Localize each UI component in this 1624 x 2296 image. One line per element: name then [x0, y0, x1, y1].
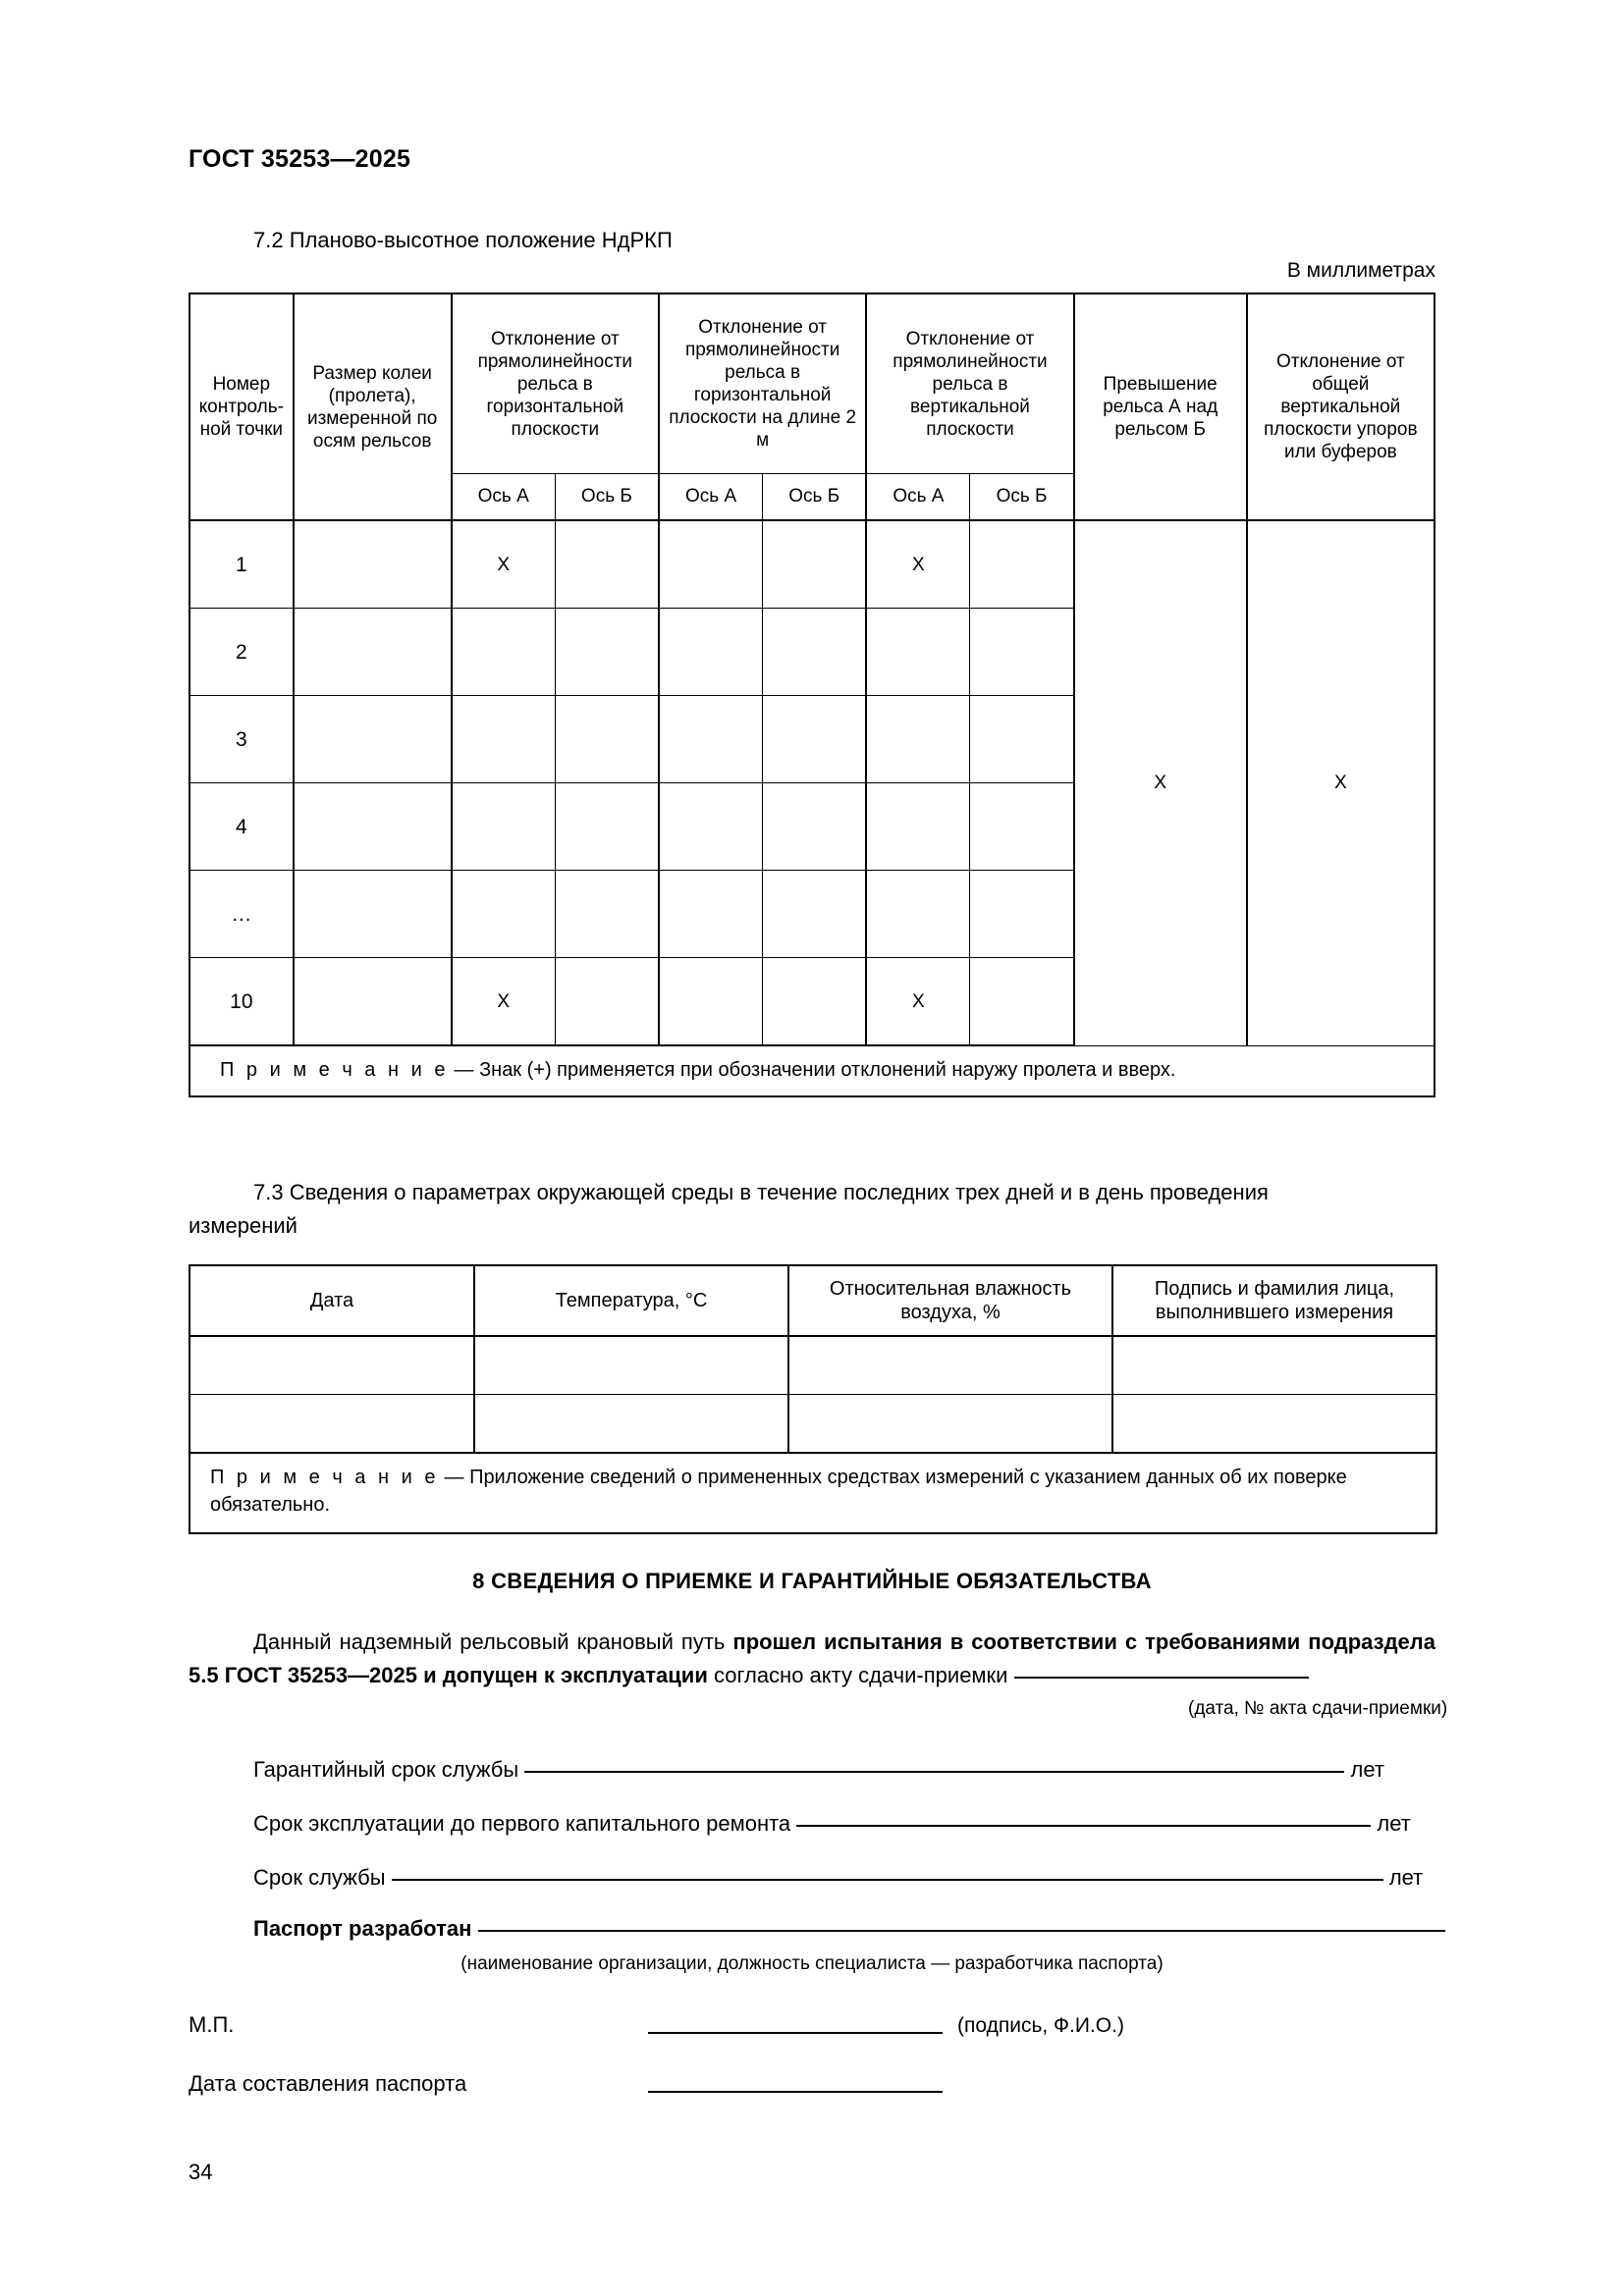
section-7-3-heading: [189, 1176, 1426, 1243]
field-blank-line[interactable]: [524, 1771, 1344, 1773]
measurement-table: [189, 293, 1435, 1097]
cell-signature: [1112, 1336, 1436, 1395]
col-signature: Подпись и фамилия лица, выполнившего измерения: [1112, 1265, 1436, 1336]
cell-point-number: 3: [189, 696, 294, 783]
acceptance-text: [189, 1626, 1435, 1692]
col-point-number: Номер контрольной точки: [189, 294, 294, 520]
passport-date-blank-line[interactable]: [648, 2091, 943, 2093]
cell-dev-h2m-b: [763, 520, 867, 609]
subcol-axis-b-2: Ось Б: [763, 474, 867, 521]
table-note: [189, 1045, 1435, 1096]
note-dash: —: [444, 1467, 464, 1488]
act-caption: (дата, № акта сдачи-приемки): [1188, 1698, 1448, 1719]
cell-point-number: …: [189, 871, 294, 958]
cell-dev-h2m-a: [659, 520, 763, 609]
field-blank-line[interactable]: [796, 1825, 1371, 1827]
stamp-place-label: М.П.: [189, 2012, 235, 2037]
cell-dev-h-a: X: [452, 520, 556, 609]
field-guarantee-term: [253, 1757, 1384, 1783]
col-dev-stops: Отклонение от общей вертикальной плоскости упоров или буферов: [1247, 294, 1435, 520]
units-label: В миллиметрах: [1286, 259, 1435, 282]
cell-dev-h2m-a: [659, 958, 763, 1046]
cell-date: [189, 1336, 474, 1395]
cell-dev-h-a: [452, 871, 556, 958]
table-header-row: [189, 1265, 1436, 1336]
cell-dev-h-a: [452, 783, 556, 871]
cell-humidity: [788, 1336, 1112, 1395]
acceptance-paragraph: [189, 1626, 1435, 1692]
cell-dev-h-a: [452, 696, 556, 783]
cell-dev-v-a: [866, 783, 970, 871]
col-gauge: Размер колеи (пролета), измеренной по осям рельсов: [294, 294, 452, 520]
cell-dev-h2m-b: [763, 609, 867, 696]
cell-dev-v-b: [970, 783, 1074, 871]
acceptance-bold: прошел испытания в соответствии с требованиями подраздела 5.5 ГОСТ 35253—2025 и допущен к эксплуатации: [189, 1629, 1435, 1687]
cell-dev-h2m-b: [763, 958, 867, 1046]
field-overhaul-term: [253, 1811, 1411, 1837]
cell-dev-v-b: [970, 958, 1074, 1046]
cell-excess: X: [1074, 520, 1247, 1045]
table-row: [189, 1336, 1436, 1395]
cell-dev-v-a: X: [866, 958, 970, 1046]
subcol-axis-a-1: Ось А: [452, 474, 556, 521]
table-note: [189, 1453, 1436, 1533]
cell-temperature: [474, 1336, 788, 1395]
col-dev-horizontal-2m: Отклонение от прямолинейности рельса в горизонтальной плоскости на длине 2 м: [659, 294, 866, 474]
passport-date-label: Дата составления паспорта: [189, 2071, 467, 2096]
col-excess: Превышение рельса А над рельсом Б: [1074, 294, 1247, 520]
field-label: Срок службы: [253, 1865, 386, 1890]
field-service-life: [253, 1865, 1423, 1891]
cell-dev-h-a: X: [452, 958, 556, 1046]
cell-dev-v-a: [866, 871, 970, 958]
col-date: Дата: [189, 1265, 474, 1336]
note-text: Знак (+) применяется при обозначении отклонений наружу пролета и вверх.: [479, 1059, 1176, 1081]
field-label: Гарантийный срок службы: [253, 1757, 519, 1782]
cell-dev-h-b: [555, 696, 659, 783]
cell-dev-h2m-a: [659, 609, 763, 696]
cell-dev-h2m-b: [763, 783, 867, 871]
cell-gauge: [294, 609, 452, 696]
table-row: [189, 520, 1435, 609]
cell-dev-v-b: [970, 609, 1074, 696]
page-number: 34: [189, 2160, 213, 2184]
cell-date: [189, 1395, 474, 1454]
col-temperature: Температура, °С: [474, 1265, 788, 1336]
table-note-row: [189, 1045, 1435, 1096]
cell-dev-v-a: X: [866, 520, 970, 609]
section-7-3-line2: измерений: [189, 1213, 298, 1238]
cell-dev-h2m-b: [763, 696, 867, 783]
col-humidity: Относительная влажность воздуха, %: [788, 1265, 1112, 1336]
field-passport-developed: [253, 1916, 1445, 1942]
cell-point-number: 4: [189, 783, 294, 871]
table-row: [189, 1395, 1436, 1454]
section-7-2-heading: 7.2 Планово-высотное положение НдРКП: [253, 228, 673, 252]
col-dev-horizontal: Отклонение от прямолинейности рельса в горизонтальной плоскости: [452, 294, 659, 474]
cell-dev-h-b: [555, 609, 659, 696]
environment-table: [189, 1264, 1437, 1534]
cell-temperature: [474, 1395, 788, 1454]
field-blank-line[interactable]: [478, 1930, 1445, 1932]
running-head: ГОСТ 35253—2025: [189, 145, 411, 173]
table-header-row: [189, 294, 1435, 474]
acceptance-part2: согласно акту сдачи-приемки: [707, 1663, 1014, 1687]
note-label: П р и м е ч а н и е: [220, 1059, 449, 1081]
cell-dev-v-a: [866, 609, 970, 696]
field-label: Паспорт разработан: [253, 1916, 472, 1941]
cell-dev-v-b: [970, 520, 1074, 609]
subcol-axis-a-3: Ось А: [866, 474, 970, 521]
cell-dev-h2m-b: [763, 871, 867, 958]
cell-dev-v-b: [970, 696, 1074, 783]
section-8-title: 8 СВЕДЕНИЯ О ПРИЕМКЕ И ГАРАНТИЙНЫЕ ОБЯЗАТЕЛЬСТВА: [472, 1569, 1152, 1593]
cell-dev-v-b: [970, 871, 1074, 958]
act-blank-line[interactable]: [1014, 1677, 1309, 1679]
subcol-axis-b-3: Ось Б: [970, 474, 1074, 521]
cell-gauge: [294, 871, 452, 958]
cell-gauge: [294, 520, 452, 609]
field-label: Срок эксплуатации до первого капитального ремонта: [253, 1811, 791, 1836]
cell-dev-h2m-a: [659, 783, 763, 871]
cell-dev-h-b: [555, 871, 659, 958]
organization-caption: (наименование организации, должность специалиста — разработчика паспорта): [460, 1953, 1164, 1974]
acceptance-part1: Данный надземный рельсовый крановый путь: [253, 1629, 733, 1654]
cell-point-number: 10: [189, 958, 294, 1046]
field-blank-line[interactable]: [392, 1879, 1383, 1881]
table-note-row: [189, 1453, 1436, 1533]
cell-gauge: [294, 958, 452, 1046]
signature-blank-line[interactable]: [648, 2032, 943, 2034]
cell-point-number: 2: [189, 609, 294, 696]
cell-humidity: [788, 1395, 1112, 1454]
note-label: П р и м е ч а н и е: [210, 1467, 439, 1488]
cell-dev-stops: X: [1247, 520, 1435, 1045]
cell-dev-h-b: [555, 958, 659, 1046]
signature-caption: (подпись, Ф.И.О.): [957, 2014, 1124, 2037]
col-dev-vertical: Отклонение от прямолинейности рельса в вертикальной плоскости: [866, 294, 1073, 474]
subcol-axis-a-2: Ось А: [659, 474, 763, 521]
cell-point-number: 1: [189, 520, 294, 609]
field-unit: лет: [1388, 1865, 1424, 1890]
cell-dev-h-a: [452, 609, 556, 696]
field-unit: лет: [1350, 1757, 1384, 1782]
field-unit: лет: [1377, 1811, 1411, 1836]
cell-signature: [1112, 1395, 1436, 1454]
cell-gauge: [294, 696, 452, 783]
note-dash: —: [454, 1059, 474, 1081]
cell-dev-v-a: [866, 696, 970, 783]
section-7-3-line1: 7.3 Сведения о параметрах окружающей среды в течение последних трех дней и в день проведения: [253, 1180, 1269, 1204]
note-text: Приложение сведений о примененных средствах измерений с указанием данных об их поверке обязательно.: [210, 1467, 1347, 1516]
cell-dev-h2m-a: [659, 696, 763, 783]
cell-dev-h2m-a: [659, 871, 763, 958]
cell-dev-h-b: [555, 783, 659, 871]
subcol-axis-b-1: Ось Б: [555, 474, 659, 521]
cell-gauge: [294, 783, 452, 871]
cell-dev-h-b: [555, 520, 659, 609]
